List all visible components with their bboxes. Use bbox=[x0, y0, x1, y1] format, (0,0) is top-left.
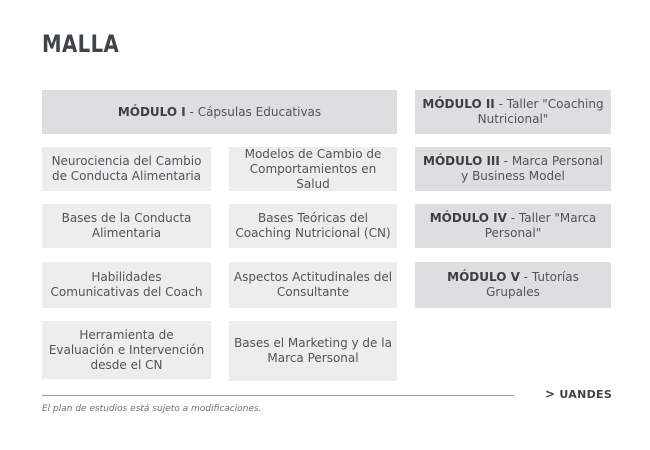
module-3-code: MÓDULO III bbox=[423, 154, 500, 168]
module-2-separator: - bbox=[494, 97, 507, 111]
capsule-box bbox=[42, 321, 211, 379]
footer-divider bbox=[42, 395, 514, 396]
capsule-box bbox=[229, 262, 397, 308]
module-2-text: Taller "Coaching Nutricional" bbox=[477, 97, 604, 126]
uandes-logo bbox=[545, 387, 612, 401]
capsule-box bbox=[229, 147, 397, 191]
capsule-label: Bases Teóricas del Coaching Nutricional (CN) bbox=[235, 211, 391, 240]
chevron-right-icon: > bbox=[545, 387, 556, 401]
logo-text: UANDES bbox=[559, 388, 613, 401]
module-5-separator: - bbox=[519, 270, 532, 284]
capsule-label: Herramienta de Evaluación e Intervención desde el CN bbox=[48, 327, 205, 372]
capsule-label: Neurociencia del Cambio de Conducta Alimentaria bbox=[51, 154, 202, 183]
page-title: MALLA bbox=[42, 30, 120, 58]
module-4-code: MÓDULO IV bbox=[429, 211, 507, 225]
module-4-box bbox=[415, 204, 611, 248]
module-1-box bbox=[42, 90, 397, 134]
module-3-text: Marca Personal y Business Model bbox=[461, 154, 603, 183]
module-3-box bbox=[415, 147, 611, 191]
module-1-code: MÓDULO I bbox=[117, 104, 186, 119]
module-3-separator: - bbox=[499, 154, 512, 168]
capsule-label: Habilidades Comunicativas del Coach bbox=[50, 270, 203, 299]
capsule-box bbox=[229, 204, 397, 248]
capsule-box bbox=[42, 204, 211, 248]
capsule-label: Modelos de Cambio de Comportamientos en Salud bbox=[244, 146, 382, 191]
capsule-label: Aspectos Actitudinales del Consultante bbox=[233, 270, 393, 299]
capsule-label: Bases el Marketing y de la Marca Personal bbox=[234, 336, 392, 365]
capsule-box bbox=[42, 147, 211, 191]
module-2-code: MÓDULO II bbox=[422, 97, 495, 111]
module-5-code: MÓDULO V bbox=[447, 270, 520, 284]
module-1-text: Cápsulas Educativas bbox=[197, 104, 322, 119]
capsule-box bbox=[42, 262, 211, 308]
module-4-separator: - bbox=[506, 211, 519, 225]
footnote: El plan de estudios está sujeto a modificaciones. bbox=[42, 404, 262, 414]
module-4-text: Taller "Marca Personal" bbox=[484, 211, 597, 240]
module-5-text: Tutorías Grupales bbox=[486, 270, 579, 299]
module-1-separator: - bbox=[185, 104, 198, 119]
module-5-box bbox=[415, 262, 611, 308]
capsule-label: Bases de la Conducta Alimentaria bbox=[61, 211, 192, 240]
module-2-box bbox=[415, 90, 611, 134]
capsule-box bbox=[229, 321, 397, 381]
